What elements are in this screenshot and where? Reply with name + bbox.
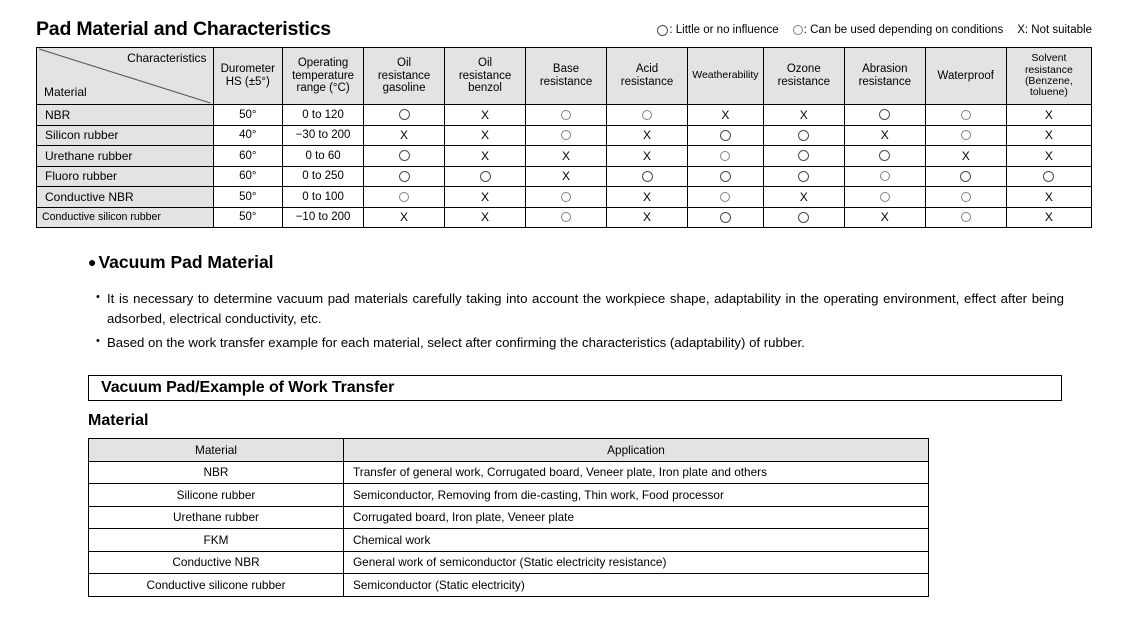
work-transfer-table xyxy=(88,438,929,597)
x-mark-icon: X xyxy=(880,210,889,225)
cell-symbol xyxy=(1006,166,1091,187)
boxed-title-text: Vacuum Pad/Example of Work Transfer xyxy=(101,379,395,396)
table-row xyxy=(37,146,1092,167)
cell-value: 0 to 250 xyxy=(283,166,364,187)
section-heading-text: Vacuum Pad Material xyxy=(98,252,274,272)
bullet-text: It is necessary to determine vacuum pad materials carefully taking into account the workpiece shape, adaptability in the operating environment, effect after being adsorbed, electrical conductivity, etc. xyxy=(107,291,1064,327)
header-oil-resistance-gasoline xyxy=(364,48,445,105)
header-line: gasoline xyxy=(382,82,426,95)
header-line: resistance xyxy=(620,76,674,88)
header-line: toluene) xyxy=(1029,86,1068,99)
cell-symbol xyxy=(763,166,844,187)
cell-symbol xyxy=(1006,146,1091,167)
x-mark-icon: X xyxy=(562,169,571,184)
x-mark-icon: X xyxy=(961,148,970,163)
bullet-item xyxy=(96,289,1064,330)
x-mark-icon: X xyxy=(1044,128,1053,143)
cell-material: Urethane rubber xyxy=(37,146,214,167)
cell-symbol xyxy=(925,166,1006,187)
cell-application: Chemical work xyxy=(344,529,929,552)
cell-symbol xyxy=(607,105,688,126)
cell-application: General work of semiconductor (Static electricity resistance) xyxy=(344,551,929,574)
double-circle-icon xyxy=(720,212,731,223)
cell-symbol xyxy=(763,146,844,167)
cell-material: NBR xyxy=(37,105,214,126)
cell-material: Conductive silicon rubber xyxy=(37,207,214,228)
header-application: Application xyxy=(344,439,929,462)
cell-symbol xyxy=(763,187,844,208)
table-header-row xyxy=(37,48,1092,105)
cell-symbol xyxy=(1006,207,1091,228)
header-base-resistance xyxy=(526,48,607,105)
header-line: Weatherability xyxy=(692,69,759,82)
material-label: Material xyxy=(44,84,87,99)
cell-value: 50° xyxy=(213,207,283,228)
table-row xyxy=(37,207,1092,228)
cell-material: Conductive NBR xyxy=(37,187,214,208)
header-solvent-resistance xyxy=(1006,48,1091,105)
x-mark-icon: X xyxy=(643,210,652,225)
header-line: resistance xyxy=(539,76,593,88)
cell-symbol xyxy=(445,187,526,208)
cell-symbol xyxy=(925,105,1006,126)
work-transfer-boxed-title xyxy=(88,375,1062,401)
cell-symbol xyxy=(526,125,607,146)
header-line: Acid xyxy=(635,63,659,76)
double-circle-icon xyxy=(720,130,731,141)
title-row xyxy=(36,18,1092,44)
header-line: HS (±5°) xyxy=(225,76,270,88)
single-circle-icon xyxy=(399,192,409,202)
single-circle-icon xyxy=(961,110,971,120)
double-circle-icon xyxy=(720,171,731,182)
cell-symbol xyxy=(688,146,764,167)
cell-symbol xyxy=(925,187,1006,208)
cell-symbol xyxy=(364,166,445,187)
x-mark-icon: X xyxy=(481,128,490,143)
bullet-text: Based on the work transfer example for each material, select after confirming the characteristics (adaptability) of rubber. xyxy=(107,334,805,350)
header-line: Base xyxy=(552,63,580,76)
cell-symbol xyxy=(844,187,925,208)
header-line: resistance xyxy=(777,76,830,88)
cell-application: Semiconductor, Removing from die-casting, Thin work, Food processor xyxy=(344,484,929,507)
x-mark-icon: X xyxy=(1044,107,1053,122)
header-line: Oil xyxy=(478,56,493,69)
table-row xyxy=(37,166,1092,187)
cell-value: 0 to 60 xyxy=(283,146,364,167)
table-body xyxy=(37,105,1092,228)
table-row xyxy=(89,551,929,574)
legend-item-single-circle xyxy=(793,24,1004,36)
cell-symbol xyxy=(607,146,688,167)
header-oil-resistance-benzol xyxy=(445,48,526,105)
x-mark-icon: X xyxy=(1044,210,1053,225)
table-row xyxy=(89,461,929,484)
cell-value: 60° xyxy=(213,146,283,167)
cell-symbol xyxy=(1006,105,1091,126)
x-mark-icon: X xyxy=(481,148,490,163)
x-mark-icon: X xyxy=(400,128,409,143)
double-circle-icon xyxy=(399,150,410,161)
cell-application: Transfer of general work, Corrugated board, Veneer plate, Iron plate and others xyxy=(344,461,929,484)
table-row xyxy=(37,125,1092,146)
single-circle-icon xyxy=(961,212,971,222)
cell-application: Corrugated board, Iron plate, Veneer plate xyxy=(344,506,929,529)
x-mark-icon: X xyxy=(1044,189,1053,204)
pad-characteristics-table xyxy=(36,47,1092,228)
bullet-item xyxy=(96,333,1064,353)
cell-value: 0 to 100 xyxy=(283,187,364,208)
single-circle-icon xyxy=(880,171,890,181)
cell-symbol xyxy=(688,166,764,187)
cell-value: 50° xyxy=(213,187,283,208)
cell-symbol xyxy=(364,105,445,126)
cell-symbol xyxy=(1006,187,1091,208)
cell-symbol xyxy=(763,207,844,228)
cell-symbol xyxy=(763,125,844,146)
single-circle-icon xyxy=(961,192,971,202)
cell-symbol xyxy=(844,105,925,126)
double-circle-icon xyxy=(480,171,491,182)
table-row xyxy=(89,529,929,552)
single-circle-icon xyxy=(961,130,971,140)
cell-symbol xyxy=(526,187,607,208)
header-line: resistance xyxy=(458,69,512,82)
cell-symbol xyxy=(607,166,688,187)
double-circle-icon xyxy=(798,212,809,223)
filled-circle-bullet-icon: ● xyxy=(88,253,97,270)
bullet-list xyxy=(96,289,1064,356)
vacuum-pad-material-heading xyxy=(88,252,274,273)
cell-symbol xyxy=(607,207,688,228)
single-circle-icon xyxy=(561,192,571,202)
cell-symbol xyxy=(364,187,445,208)
legend-item-x xyxy=(1017,24,1092,36)
cell-material: Silicone rubber xyxy=(89,484,344,507)
x-mark-icon: X xyxy=(481,107,490,122)
single-circle-icon xyxy=(720,151,730,161)
double-circle-icon xyxy=(798,150,809,161)
cell-symbol xyxy=(925,207,1006,228)
cell-material: Urethane rubber xyxy=(89,506,344,529)
header-line: Operating xyxy=(297,56,349,69)
characteristics-label: Characteristics xyxy=(127,51,207,65)
double-circle-icon xyxy=(657,25,668,36)
cell-material: Conductive NBR xyxy=(89,551,344,574)
cell-symbol xyxy=(844,146,925,167)
x-mark-icon: X xyxy=(799,189,808,204)
cell-symbol xyxy=(763,105,844,126)
x-mark-icon: X xyxy=(1044,148,1053,163)
header-line: (Benzene, xyxy=(1024,75,1073,87)
cell-value: −30 to 200 xyxy=(283,125,364,146)
double-circle-icon xyxy=(798,130,809,141)
single-circle-icon xyxy=(561,110,571,120)
header-line: Durometer xyxy=(220,63,275,76)
cell-symbol xyxy=(844,125,925,146)
table-header-row xyxy=(89,439,929,462)
double-circle-icon xyxy=(1043,171,1054,182)
cell-symbol xyxy=(526,146,607,167)
cell-symbol xyxy=(688,207,764,228)
header-ozone-resistance xyxy=(763,48,844,105)
x-mark-icon: X xyxy=(799,107,808,122)
cell-value: 40° xyxy=(213,125,283,146)
cell-symbol xyxy=(688,105,764,126)
header-abrasion-resistance xyxy=(844,48,925,105)
x-mark-icon: X xyxy=(562,148,571,163)
single-circle-icon xyxy=(793,25,803,35)
cell-symbol xyxy=(364,207,445,228)
header-weatherability xyxy=(688,48,764,105)
cell-value: 50° xyxy=(213,105,283,126)
table-row xyxy=(89,484,929,507)
cell-symbol xyxy=(844,207,925,228)
double-circle-icon xyxy=(879,150,890,161)
header-line: range (°C) xyxy=(296,82,350,95)
double-circle-icon xyxy=(399,109,410,120)
header-line: Abrasion xyxy=(862,63,908,76)
cell-symbol xyxy=(526,207,607,228)
cell-material: FKM xyxy=(89,529,344,552)
bullet-dot-icon: • xyxy=(96,291,100,303)
legend-item-double-circle xyxy=(657,24,778,36)
header-durometer xyxy=(213,48,283,105)
single-circle-icon xyxy=(561,212,571,222)
table-row xyxy=(37,105,1092,126)
x-mark-icon: X xyxy=(880,128,889,143)
cell-symbol xyxy=(445,146,526,167)
material-section-label: Material xyxy=(88,412,149,429)
header-acid-resistance xyxy=(607,48,688,105)
cell-symbol xyxy=(925,146,1006,167)
cell-symbol xyxy=(364,146,445,167)
double-circle-icon xyxy=(798,171,809,182)
cell-symbol xyxy=(364,125,445,146)
cell-symbol xyxy=(607,125,688,146)
cell-symbol xyxy=(1006,125,1091,146)
x-mark-icon: X xyxy=(643,128,652,143)
cell-symbol xyxy=(688,187,764,208)
cell-symbol xyxy=(607,187,688,208)
cell-material: Conductive silicone rubber xyxy=(89,574,344,597)
cell-value: −10 to 200 xyxy=(283,207,364,228)
corner-header-cell xyxy=(37,48,214,105)
bullet-dot-icon: • xyxy=(96,334,100,347)
cell-application: Semiconductor (Static electricity) xyxy=(344,574,929,597)
table-row xyxy=(37,187,1092,208)
header-line: resistance xyxy=(377,69,431,82)
cell-value: 60° xyxy=(213,166,283,187)
cell-material: NBR xyxy=(89,461,344,484)
cell-material: Fluoro rubber xyxy=(37,166,214,187)
single-circle-icon xyxy=(720,192,730,202)
cell-symbol xyxy=(445,166,526,187)
single-circle-icon xyxy=(880,192,890,202)
cell-symbol xyxy=(526,166,607,187)
cell-symbol xyxy=(445,105,526,126)
header-line: Ozone xyxy=(786,63,821,76)
cell-symbol xyxy=(688,125,764,146)
header-material: Material xyxy=(89,439,344,462)
single-circle-icon xyxy=(561,130,571,140)
cell-symbol xyxy=(445,207,526,228)
header-line: Oil xyxy=(397,56,412,69)
double-circle-icon xyxy=(879,109,890,120)
double-circle-icon xyxy=(399,171,410,182)
single-circle-icon xyxy=(642,110,652,120)
symbol-legend xyxy=(657,24,1092,36)
table-row xyxy=(89,506,929,529)
table-row xyxy=(89,574,929,597)
x-mark-icon: X xyxy=(643,189,652,204)
cell-symbol xyxy=(925,125,1006,146)
header-operating-temperature xyxy=(283,48,364,105)
x-mark-icon: X xyxy=(643,148,652,163)
x-mark-icon: X xyxy=(400,210,409,225)
x-mark-icon: X xyxy=(481,210,490,225)
header-waterproof xyxy=(925,48,1006,105)
cell-symbol xyxy=(526,105,607,126)
cell-symbol xyxy=(445,125,526,146)
double-circle-icon xyxy=(642,171,653,182)
header-line: resistance xyxy=(858,76,911,88)
x-mark-icon: X xyxy=(721,107,730,122)
x-mark-icon: X xyxy=(481,189,490,204)
cell-value: 0 to 120 xyxy=(283,105,364,126)
page-title: Pad Material and Characteristics xyxy=(36,18,331,40)
header-line: Waterproof xyxy=(937,69,994,82)
legend-label: : Little or no influence xyxy=(669,24,779,36)
double-circle-icon xyxy=(960,171,971,182)
header-line: temperature xyxy=(292,69,355,82)
header-line: Solvent xyxy=(1031,52,1067,65)
header-line: resistance xyxy=(1024,63,1073,76)
cell-symbol xyxy=(844,166,925,187)
header-line: benzol xyxy=(468,82,502,95)
legend-label: X: Not suitable xyxy=(1017,24,1092,36)
cell-material: Silicon rubber xyxy=(37,125,214,146)
table-body xyxy=(89,461,929,596)
legend-label: : Can be used depending on conditions xyxy=(803,24,1004,36)
